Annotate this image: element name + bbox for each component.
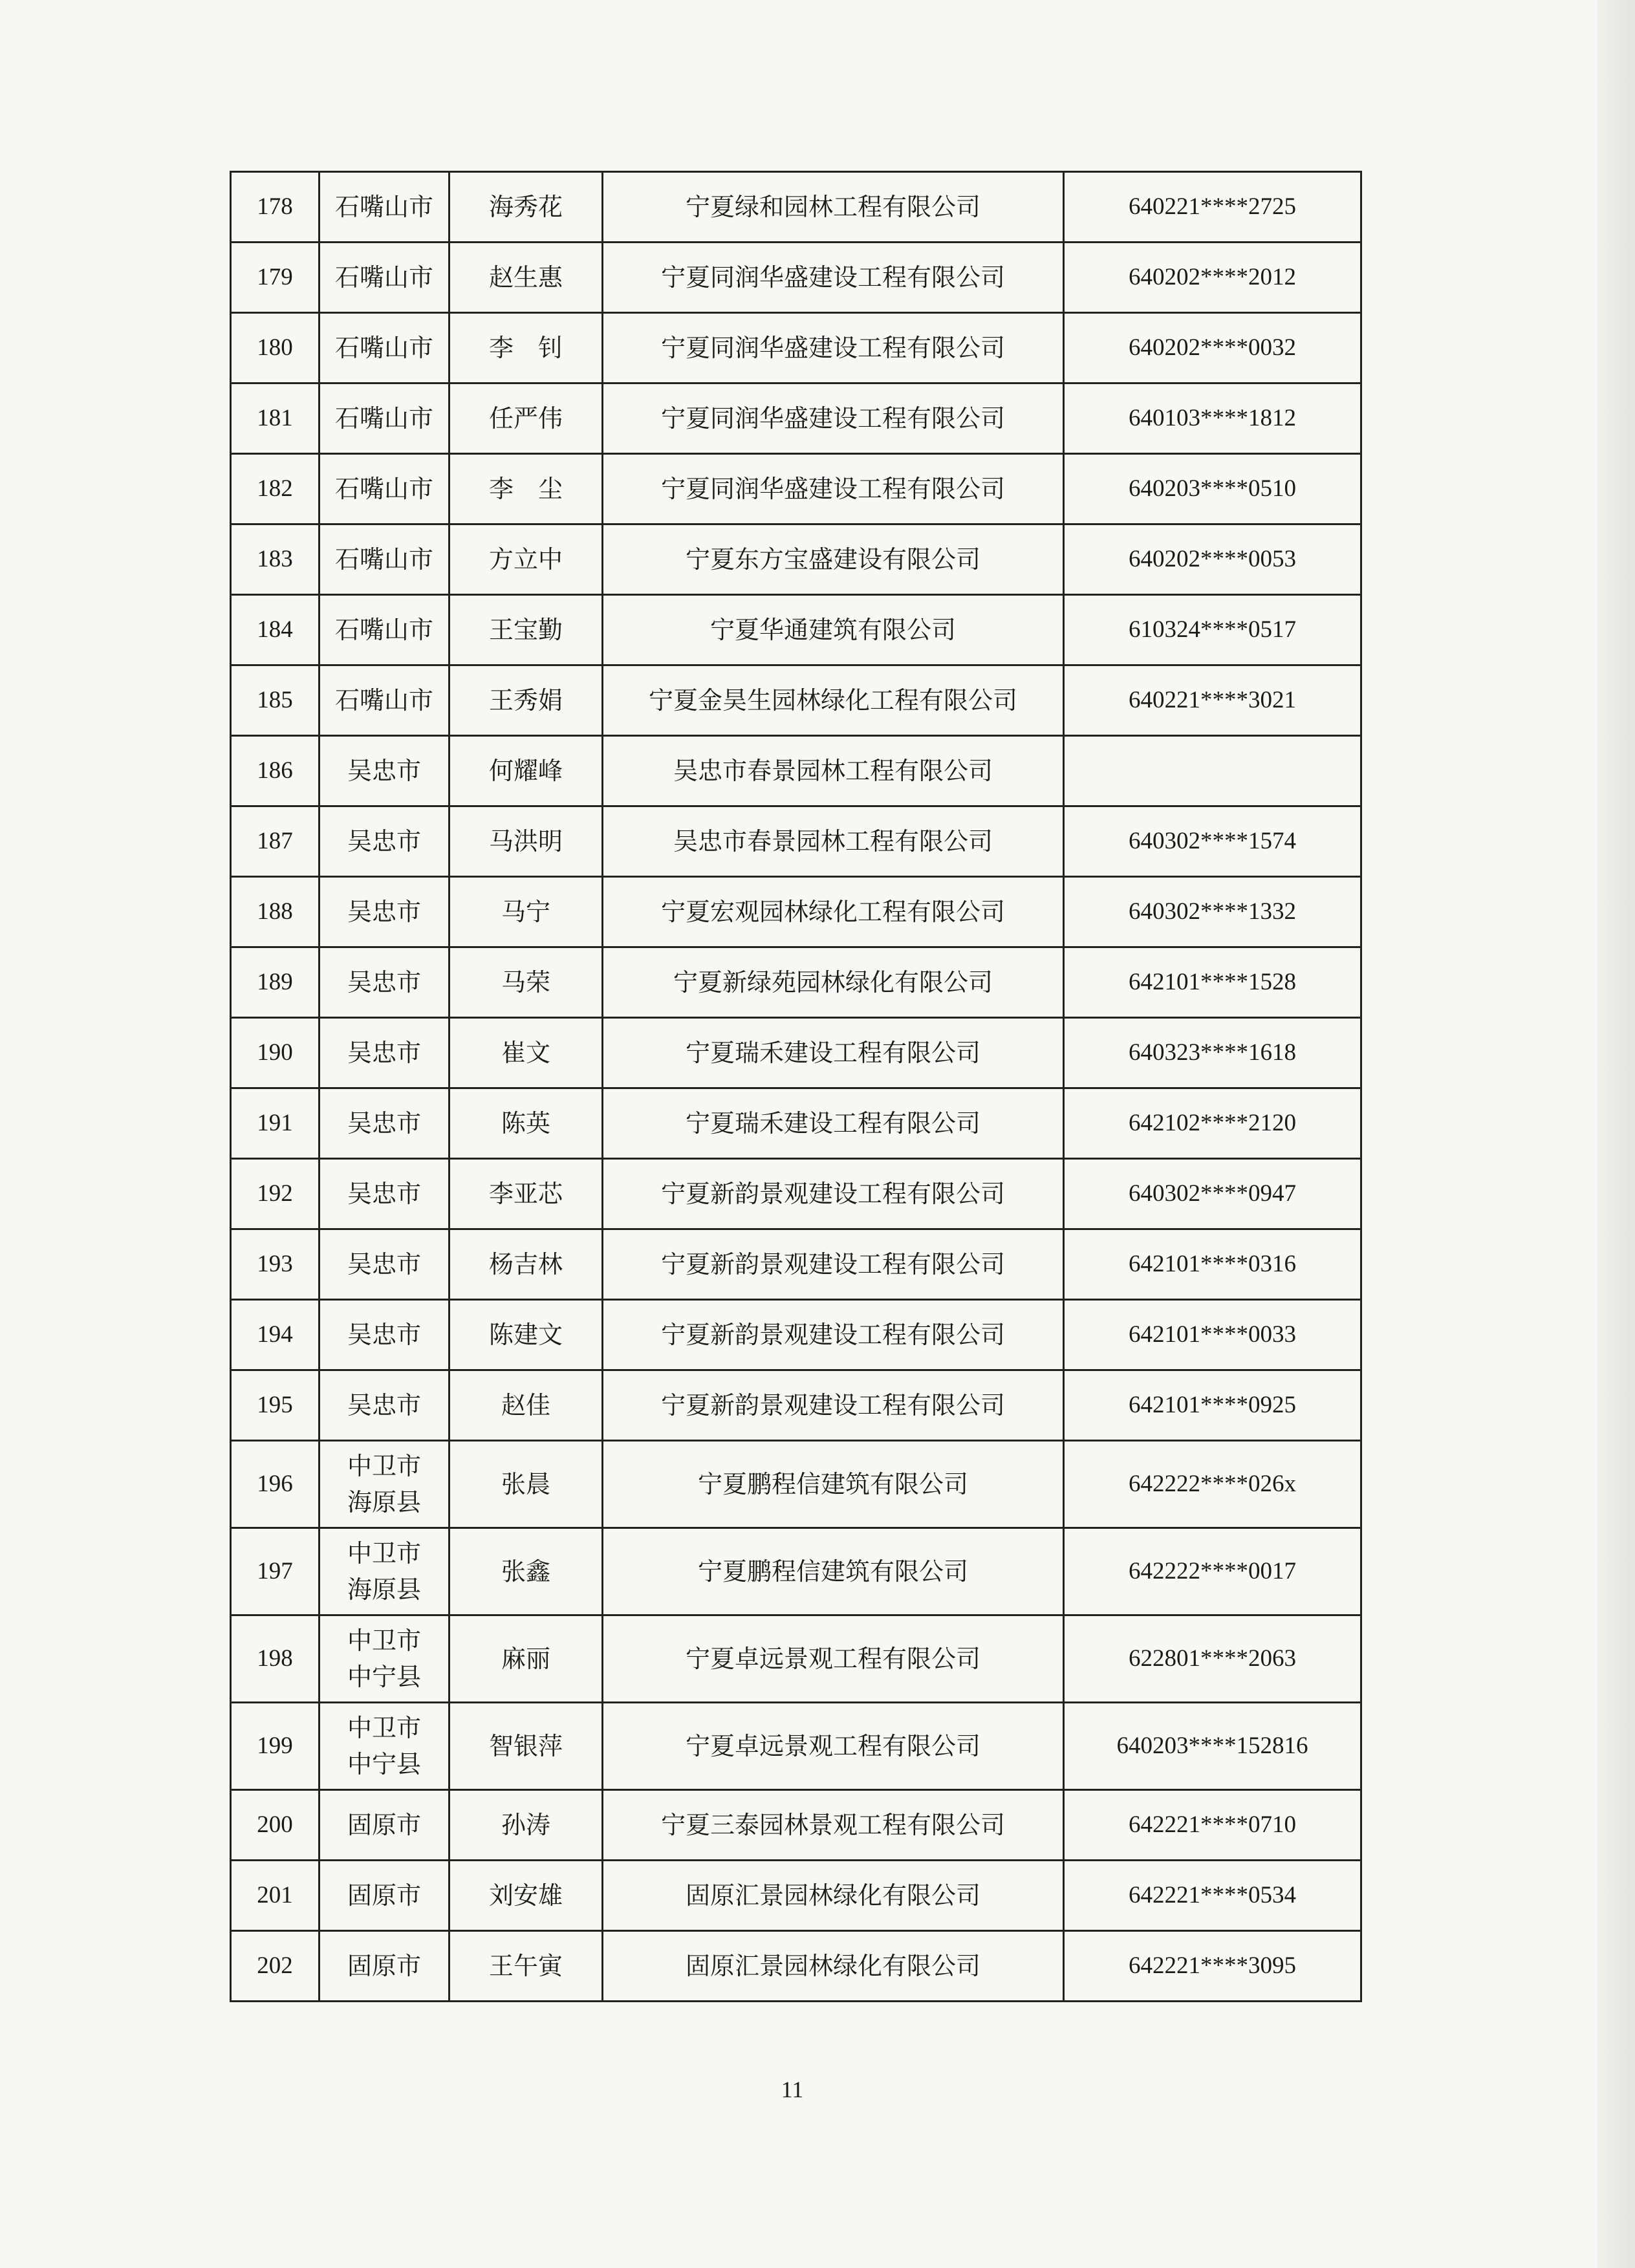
row-number-cell: 187 — [231, 806, 319, 877]
table-row — [231, 1441, 1361, 1528]
region-cell: 石嘴山市 — [319, 454, 449, 524]
row-number-cell: 179 — [231, 243, 319, 313]
company-name-cell: 宁夏新韵景观建设工程有限公司 — [603, 1159, 1064, 1229]
company-name-cell: 宁夏瑞禾建设工程有限公司 — [603, 1018, 1064, 1088]
table-row — [231, 383, 1361, 454]
id-number-cell: 642102****2120 — [1064, 1088, 1361, 1159]
region-cell: 固原市 — [319, 1790, 449, 1861]
row-number-cell: 195 — [231, 1370, 319, 1441]
id-number-cell: 640221****3021 — [1064, 665, 1361, 736]
id-number-cell: 640302****0947 — [1064, 1159, 1361, 1229]
company-name-cell: 宁夏新韵景观建设工程有限公司 — [603, 1300, 1064, 1370]
row-number-cell: 182 — [231, 454, 319, 524]
company-name-cell: 宁夏卓远景观工程有限公司 — [603, 1615, 1064, 1703]
person-name-cell: 马荣 — [449, 947, 603, 1018]
table-row — [231, 736, 1361, 806]
table-row — [231, 1790, 1361, 1861]
id-number-cell: 622801****2063 — [1064, 1615, 1361, 1703]
table-row — [231, 172, 1361, 243]
company-name-cell: 宁夏同润华盛建设工程有限公司 — [603, 243, 1064, 313]
id-number-cell: 642101****0925 — [1064, 1370, 1361, 1441]
table-row — [231, 1300, 1361, 1370]
person-name-cell: 任严伟 — [449, 383, 603, 454]
row-number-cell: 190 — [231, 1018, 319, 1088]
id-number-cell: 642101****0033 — [1064, 1300, 1361, 1370]
company-name-cell: 宁夏新绿苑园林绿化有限公司 — [603, 947, 1064, 1018]
person-name-cell: 杨吉林 — [449, 1229, 603, 1300]
table-row — [231, 524, 1361, 595]
id-number-cell: 640203****0510 — [1064, 454, 1361, 524]
region-cell: 中卫市 中宁县 — [319, 1615, 449, 1703]
table-row — [231, 1931, 1361, 2002]
table-row — [231, 1018, 1361, 1088]
person-name-cell: 赵生惠 — [449, 243, 603, 313]
page-edge-shadow — [1597, 0, 1635, 2268]
region-cell: 吴忠市 — [319, 1159, 449, 1229]
region-cell: 石嘴山市 — [319, 524, 449, 595]
region-cell: 石嘴山市 — [319, 313, 449, 383]
region-cell: 吴忠市 — [319, 1018, 449, 1088]
id-number-cell: 640202****0032 — [1064, 313, 1361, 383]
person-name-cell: 赵佳 — [449, 1370, 603, 1441]
person-name-cell: 崔文 — [449, 1018, 603, 1088]
company-name-cell: 固原汇景园林绿化有限公司 — [603, 1931, 1064, 2002]
row-number-cell: 197 — [231, 1528, 319, 1615]
person-name-cell: 张鑫 — [449, 1528, 603, 1615]
person-name-cell: 王宝勤 — [449, 595, 603, 665]
region-cell: 吴忠市 — [319, 1229, 449, 1300]
row-number-cell: 181 — [231, 383, 319, 454]
person-name-cell: 张晨 — [449, 1441, 603, 1528]
company-name-cell: 固原汇景园林绿化有限公司 — [603, 1861, 1064, 1931]
region-cell: 中卫市 海原县 — [319, 1528, 449, 1615]
region-cell: 石嘴山市 — [319, 172, 449, 243]
row-number-cell: 189 — [231, 947, 319, 1018]
row-number-cell: 196 — [231, 1441, 319, 1528]
person-name-cell: 李亚芯 — [449, 1159, 603, 1229]
id-number-cell: 610324****0517 — [1064, 595, 1361, 665]
id-number-cell: 642101****1528 — [1064, 947, 1361, 1018]
region-cell: 固原市 — [319, 1861, 449, 1931]
row-number-cell: 199 — [231, 1703, 319, 1790]
id-number-cell: 640221****2725 — [1064, 172, 1361, 243]
region-cell: 吴忠市 — [319, 806, 449, 877]
id-number-cell: 640302****1574 — [1064, 806, 1361, 877]
id-number-cell: 640203****152816 — [1064, 1703, 1361, 1790]
company-name-cell: 宁夏鹏程信建筑有限公司 — [603, 1441, 1064, 1528]
table-row — [231, 1159, 1361, 1229]
table-row — [231, 1088, 1361, 1159]
row-number-cell: 200 — [231, 1790, 319, 1861]
region-cell: 石嘴山市 — [319, 383, 449, 454]
table-row — [231, 1615, 1361, 1703]
table-row — [231, 665, 1361, 736]
row-number-cell: 198 — [231, 1615, 319, 1703]
id-number-cell — [1064, 736, 1361, 806]
person-name-cell: 马洪明 — [449, 806, 603, 877]
person-name-cell: 孙涛 — [449, 1790, 603, 1861]
company-name-cell: 宁夏三泰园林景观工程有限公司 — [603, 1790, 1064, 1861]
company-name-cell: 宁夏绿和园林工程有限公司 — [603, 172, 1064, 243]
id-number-cell: 640302****1332 — [1064, 877, 1361, 947]
personnel-table — [230, 171, 1362, 2002]
id-number-cell: 642101****0316 — [1064, 1229, 1361, 1300]
region-cell: 吴忠市 — [319, 947, 449, 1018]
id-number-cell: 640103****1812 — [1064, 383, 1361, 454]
row-number-cell: 188 — [231, 877, 319, 947]
row-number-cell: 180 — [231, 313, 319, 383]
region-cell: 吴忠市 — [319, 877, 449, 947]
table-row — [231, 1703, 1361, 1790]
company-name-cell: 宁夏新韵景观建设工程有限公司 — [603, 1370, 1064, 1441]
row-number-cell: 194 — [231, 1300, 319, 1370]
row-number-cell: 191 — [231, 1088, 319, 1159]
table-row — [231, 806, 1361, 877]
company-name-cell: 宁夏同润华盛建设工程有限公司 — [603, 313, 1064, 383]
table-row — [231, 454, 1361, 524]
region-cell: 吴忠市 — [319, 1300, 449, 1370]
region-cell: 中卫市 海原县 — [319, 1441, 449, 1528]
row-number-cell: 184 — [231, 595, 319, 665]
row-number-cell: 192 — [231, 1159, 319, 1229]
region-cell: 石嘴山市 — [319, 665, 449, 736]
person-name-cell: 方立中 — [449, 524, 603, 595]
row-number-cell: 201 — [231, 1861, 319, 1931]
company-name-cell: 宁夏卓远景观工程有限公司 — [603, 1703, 1064, 1790]
company-name-cell: 宁夏鹏程信建筑有限公司 — [603, 1528, 1064, 1615]
person-name-cell: 刘安雄 — [449, 1861, 603, 1931]
person-name-cell: 李 尘 — [449, 454, 603, 524]
page-number: 11 — [781, 2077, 804, 2102]
person-name-cell: 陈建文 — [449, 1300, 603, 1370]
row-number-cell: 185 — [231, 665, 319, 736]
person-name-cell: 海秀花 — [449, 172, 603, 243]
id-number-cell: 640202****0053 — [1064, 524, 1361, 595]
table-row — [231, 1370, 1361, 1441]
company-name-cell: 吴忠市春景园林工程有限公司 — [603, 736, 1064, 806]
id-number-cell: 642221****0710 — [1064, 1790, 1361, 1861]
id-number-cell: 642221****0534 — [1064, 1861, 1361, 1931]
region-cell: 固原市 — [319, 1931, 449, 2002]
person-name-cell: 智银萍 — [449, 1703, 603, 1790]
id-number-cell: 640202****2012 — [1064, 243, 1361, 313]
company-name-cell: 宁夏新韵景观建设工程有限公司 — [603, 1229, 1064, 1300]
id-number-cell: 642222****026x — [1064, 1441, 1361, 1528]
company-name-cell: 宁夏金昊生园林绿化工程有限公司 — [603, 665, 1064, 736]
company-name-cell: 宁夏同润华盛建设工程有限公司 — [603, 383, 1064, 454]
id-number-cell: 640323****1618 — [1064, 1018, 1361, 1088]
person-name-cell: 陈英 — [449, 1088, 603, 1159]
company-name-cell: 宁夏瑞禾建设工程有限公司 — [603, 1088, 1064, 1159]
region-cell: 石嘴山市 — [319, 243, 449, 313]
table-row — [231, 313, 1361, 383]
region-cell: 吴忠市 — [319, 736, 449, 806]
company-name-cell: 宁夏宏观园林绿化工程有限公司 — [603, 877, 1064, 947]
region-cell: 石嘴山市 — [319, 595, 449, 665]
table-row — [231, 877, 1361, 947]
person-name-cell: 何耀峰 — [449, 736, 603, 806]
personnel-table-body — [231, 172, 1361, 2002]
person-name-cell: 马宁 — [449, 877, 603, 947]
person-name-cell: 麻丽 — [449, 1615, 603, 1703]
row-number-cell: 193 — [231, 1229, 319, 1300]
table-row — [231, 595, 1361, 665]
person-name-cell: 王秀娟 — [449, 665, 603, 736]
region-cell: 中卫市 中宁县 — [319, 1703, 449, 1790]
table-row — [231, 1229, 1361, 1300]
row-number-cell: 178 — [231, 172, 319, 243]
company-name-cell: 宁夏同润华盛建设工程有限公司 — [603, 454, 1064, 524]
company-name-cell: 吴忠市春景园林工程有限公司 — [603, 806, 1064, 877]
person-name-cell: 王午寅 — [449, 1931, 603, 2002]
row-number-cell: 183 — [231, 524, 319, 595]
person-name-cell: 李 钊 — [449, 313, 603, 383]
table-row — [231, 1528, 1361, 1615]
table-row — [231, 947, 1361, 1018]
id-number-cell: 642222****0017 — [1064, 1528, 1361, 1615]
table-row — [231, 1861, 1361, 1931]
id-number-cell: 642221****3095 — [1064, 1931, 1361, 2002]
company-name-cell: 宁夏东方宝盛建设有限公司 — [603, 524, 1064, 595]
table-row — [231, 243, 1361, 313]
region-cell: 吴忠市 — [319, 1370, 449, 1441]
row-number-cell: 202 — [231, 1931, 319, 2002]
region-cell: 吴忠市 — [319, 1088, 449, 1159]
company-name-cell: 宁夏华通建筑有限公司 — [603, 595, 1064, 665]
row-number-cell: 186 — [231, 736, 319, 806]
